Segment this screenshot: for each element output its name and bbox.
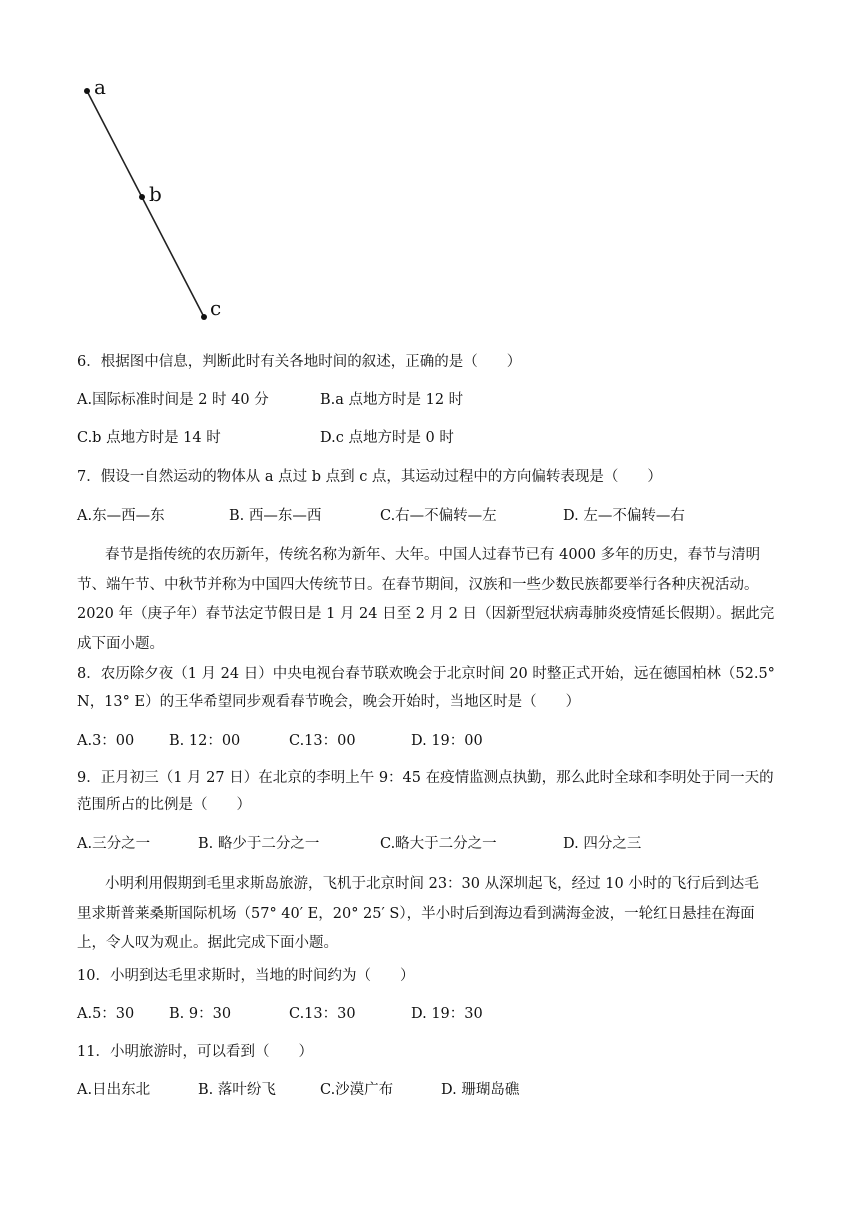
passage-mauritius xyxy=(77,874,787,963)
q9-option-a: A.三分之一 xyxy=(77,836,151,852)
q11-option-a: A.日出东北 xyxy=(77,1082,151,1098)
passage1-line4: 成下面小题。 xyxy=(77,636,164,653)
line-a-to-c xyxy=(87,91,204,317)
q8-option-c: C.13：00 xyxy=(289,733,356,749)
q10-option-d: D. 19：30 xyxy=(411,1006,483,1022)
q7-option-a: A.东—西—东 xyxy=(77,508,165,524)
q6-option-d: D.c 点地方时是 0 时 xyxy=(320,430,454,446)
q9-stem-line2: 范围所占的比例是（ ） xyxy=(77,797,251,813)
passage2-line3: 上，令人叹为观止。据此完成下面小题。 xyxy=(77,935,338,952)
q6-option-a: A.国际标准时间是 2 时 40 分 xyxy=(77,392,269,408)
passage1-line1: 春节是指传统的农历新年，传统名称为新年、大年。中国人过春节已有 4000 多年的历史，春节与清明 xyxy=(105,547,761,563)
q11-option-d: D. 珊瑚岛礁 xyxy=(441,1082,520,1098)
q9-stem-line1: 9．正月初三（1 月 27 日）在北京的李明上午 9：45 在疫情监测点执勤，那么此时全球和李明处于同一天的 xyxy=(77,770,774,786)
point-a xyxy=(84,88,90,94)
label-b: b xyxy=(149,182,162,206)
point-c xyxy=(201,314,207,320)
passage2-line1: 小明利用假期到毛里求斯岛旅游，飞机于北京时间 23：30 从深圳起飞，经过 10 小时的飞行后到达毛 xyxy=(105,876,759,892)
passage1-line2: 节、端午节、中秋节并称为中国四大传统节日。在春节期间，汉族和一些少数民族都要举行各种庆祝活动。 xyxy=(77,576,759,593)
q6-option-b: B.a 点地方时是 12 时 xyxy=(320,392,464,408)
passage2-line2: 里求斯普莱桑斯国际机场（57° 40′ E，20° 25′ S），半小时后到海边看到满海金波，一轮红日悬挂在海面 xyxy=(77,905,755,922)
q9-option-b: B. 略少于二分之一 xyxy=(198,836,320,852)
q8-stem-line1: 8．农历除夕夜（1 月 24 日）中央电视台春节联欢晚会于北京时间 20 时整正式开始，远在德国柏林（52.5° xyxy=(77,666,775,682)
q9-option-c: C.略大于二分之一 xyxy=(380,836,497,852)
q6-stem: 6．根据图中信息，判断此时有关各地时间的叙述，正确的是（ ） xyxy=(77,354,522,370)
q7-option-b: B. 西—东—西 xyxy=(229,508,322,524)
q8-stem-line2: N，13° E）的王华希望同步观看春节晚会，晚会开始时，当地区时是（ ） xyxy=(77,694,581,710)
q10-option-a: A.5：30 xyxy=(77,1006,135,1022)
passage1-line3: 2020 年（庚子年）春节法定节假日是 1 月 24 日至 2 月 2 日（因新型冠状病毒肺炎疫情延长假期）。据此完 xyxy=(77,606,775,623)
passage-spring-festival xyxy=(77,545,787,664)
q9-option-d: D. 四分之三 xyxy=(563,836,642,852)
label-c: c xyxy=(210,296,222,320)
q8-option-b: B. 12：00 xyxy=(169,733,241,749)
q11-stem: 11．小明旅游时，可以看到（ ） xyxy=(77,1044,313,1060)
q8-option-d: D. 19：00 xyxy=(411,733,483,749)
q10-option-c: C.13：30 xyxy=(289,1006,356,1022)
q8-option-a: A.3：00 xyxy=(77,733,135,749)
abc-line-svg xyxy=(70,70,240,330)
point-b xyxy=(139,194,145,200)
q11-option-b: B. 落叶纷飞 xyxy=(198,1082,276,1098)
q7-option-d: D. 左—不偏转—右 xyxy=(563,508,685,524)
q10-option-b: B. 9：30 xyxy=(169,1006,232,1022)
q10-stem: 10．小明到达毛里求斯时，当地的时间约为（ ） xyxy=(77,968,415,984)
q7-stem: 7．假设一自然运动的物体从 a 点过 b 点到 c 点，其运动过程中的方向偏转表现是（ ） xyxy=(77,469,662,485)
label-a: a xyxy=(94,75,106,99)
q7-option-c: C.右—不偏转—左 xyxy=(380,508,497,524)
abc-line-diagram xyxy=(70,70,240,330)
q11-option-c: C.沙漠广布 xyxy=(320,1082,394,1098)
q6-option-c: C.b 点地方时是 14 时 xyxy=(77,430,221,446)
